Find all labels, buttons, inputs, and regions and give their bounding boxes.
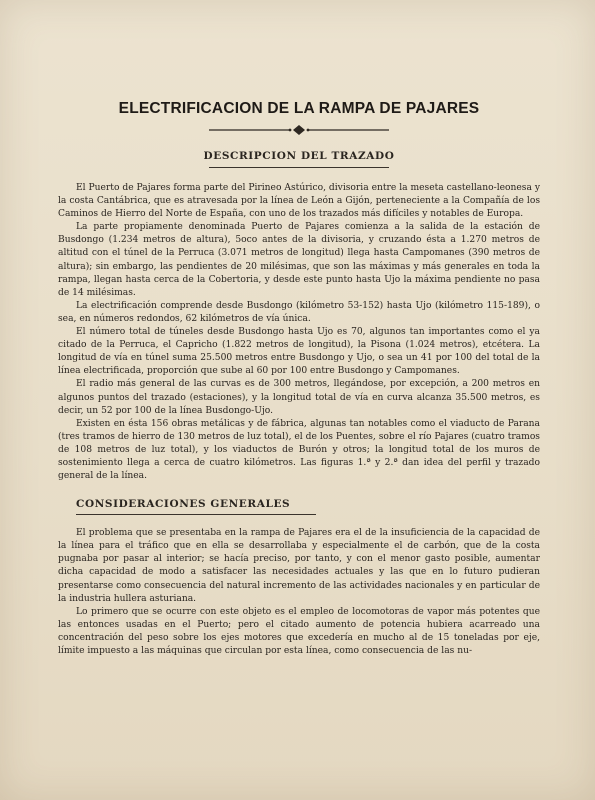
section-descripcion — [58, 149, 540, 483]
paragraph: La parte propiamente denominada Puerto de Pajares comienza a la salida de la estación de Busdongo (1.234 metros de altura), 5oco antes de la divisoria, y cruzando ésta a 1.270 metros de altitud con el túnel de la Perruca (3.071 metros de longitud) llega hasta Campomanes (390 metros de altura); sin embargo, las pendientes de 20 milésimas, que son las máximas y más generales en toda la rampa, llegan hasta cerca de la Cobertoria, y desde este punto hasta Ujo la máxima pendiente no pasa de 14 milésimas. — [58, 222, 540, 298]
section-underline — [209, 167, 389, 168]
article-body — [58, 100, 540, 658]
section-consideraciones — [58, 497, 540, 658]
paragraph: El radio más general de las curvas es de 300 metros, llegándose, por excepción, a 200 metros en algunos puntos del trazado (estaciones), y la longitud total de vía en curva alcanza 35.500 metros, es decir, un 52 por 100 de la línea Busdongo-Ujo. — [58, 379, 540, 416]
paragraph: Lo primero que se ocurre con este objeto es el empleo de locomotoras de vapor más potentes que las entonces usadas en el Puerto; pero el citado aumento de potencia hubiera acarreado una concentración del peso sobre los ejes motores que excedería en mucho al de 15 toneladas por eje, límite impuesto a las máquinas que circulan por esta línea, como consecuencia de las nu- — [58, 606, 540, 656]
paragraph: El Puerto de Pajares forma parte del Pirineo Astúrico, divisoria entre la meseta castellano-leonesa y la costa Cantábrica, que es atravesada por la línea de León a Gijón, perteneciente a la Compañía de los Caminos de Hierro del Norte de España, con uno de los trazados más difíciles y notables de Europa. — [58, 183, 540, 220]
paragraph: El número total de túneles desde Busdongo hasta Ujo es 70, algunos tan importantes como el ya citado de la Perruca, el Capricho (1.822 metros de longitud), la Pisona (1.024 metros), etcétera. La longitud de vía en túnel suma 25.500 metros entre Busdongo y Ujo, o sea un 41 por 100 del total de la línea electrificada, proporción que sube al 60 por 100 entre Busdongo y Campomanes. — [58, 327, 540, 377]
section-heading-consideraciones: CONSIDERACIONES GENERALES — [76, 498, 291, 511]
section-descripcion-text — [58, 182, 540, 483]
title-ornament-divider-icon — [209, 124, 389, 136]
paragraph: La electrificación comprende desde Busdongo (kilómetro 53-152) hasta Ujo (kilómetro 115-189), o sea, en números redondos, 62 kilómetros de vía única. — [58, 300, 540, 324]
paragraph: El problema que se presentaba en la rampa de Pajares era el de la insuficiencia de la capacidad de la línea para el tráfico que en ella se desarrollaba y especialmente el de carbón, que de la costa pugnaba por pasar al interior; se hacía preciso, por tanto, y con el menor gasto posible, aumentar dicha capacidad de modo a satisfacer las necesidades actuales y las que en lo futuro pudieran presentarse como consecuencia del natural incremento de las actividades nacionales y en particular de la industria hullera asturiana. — [58, 528, 540, 604]
paragraph: Existen en ésta 156 obras metálicas y de fábrica, algunas tan notables como el viaducto de Parana (tres tramos de hierro de 130 metros de luz total), el de los Puentes, sobre el río Pajares (cuatro tramos de 108 metros de luz total), y los viaductos de Burón y otros; la longitud total de los muros de sostenimiento llega a cerca de cuatro kilómetros. Las figuras 1.ª y 2.ª dan idea del perfil y trazado general de la línea. — [58, 418, 540, 482]
section-consideraciones-text — [58, 527, 540, 658]
section-underline — [76, 514, 316, 515]
section-heading-descripcion: DESCRIPCION DEL TRAZADO — [203, 150, 395, 162]
article-title: ELECTRIFICACION DE LA RAMPA DE PAJARES — [118, 100, 480, 117]
